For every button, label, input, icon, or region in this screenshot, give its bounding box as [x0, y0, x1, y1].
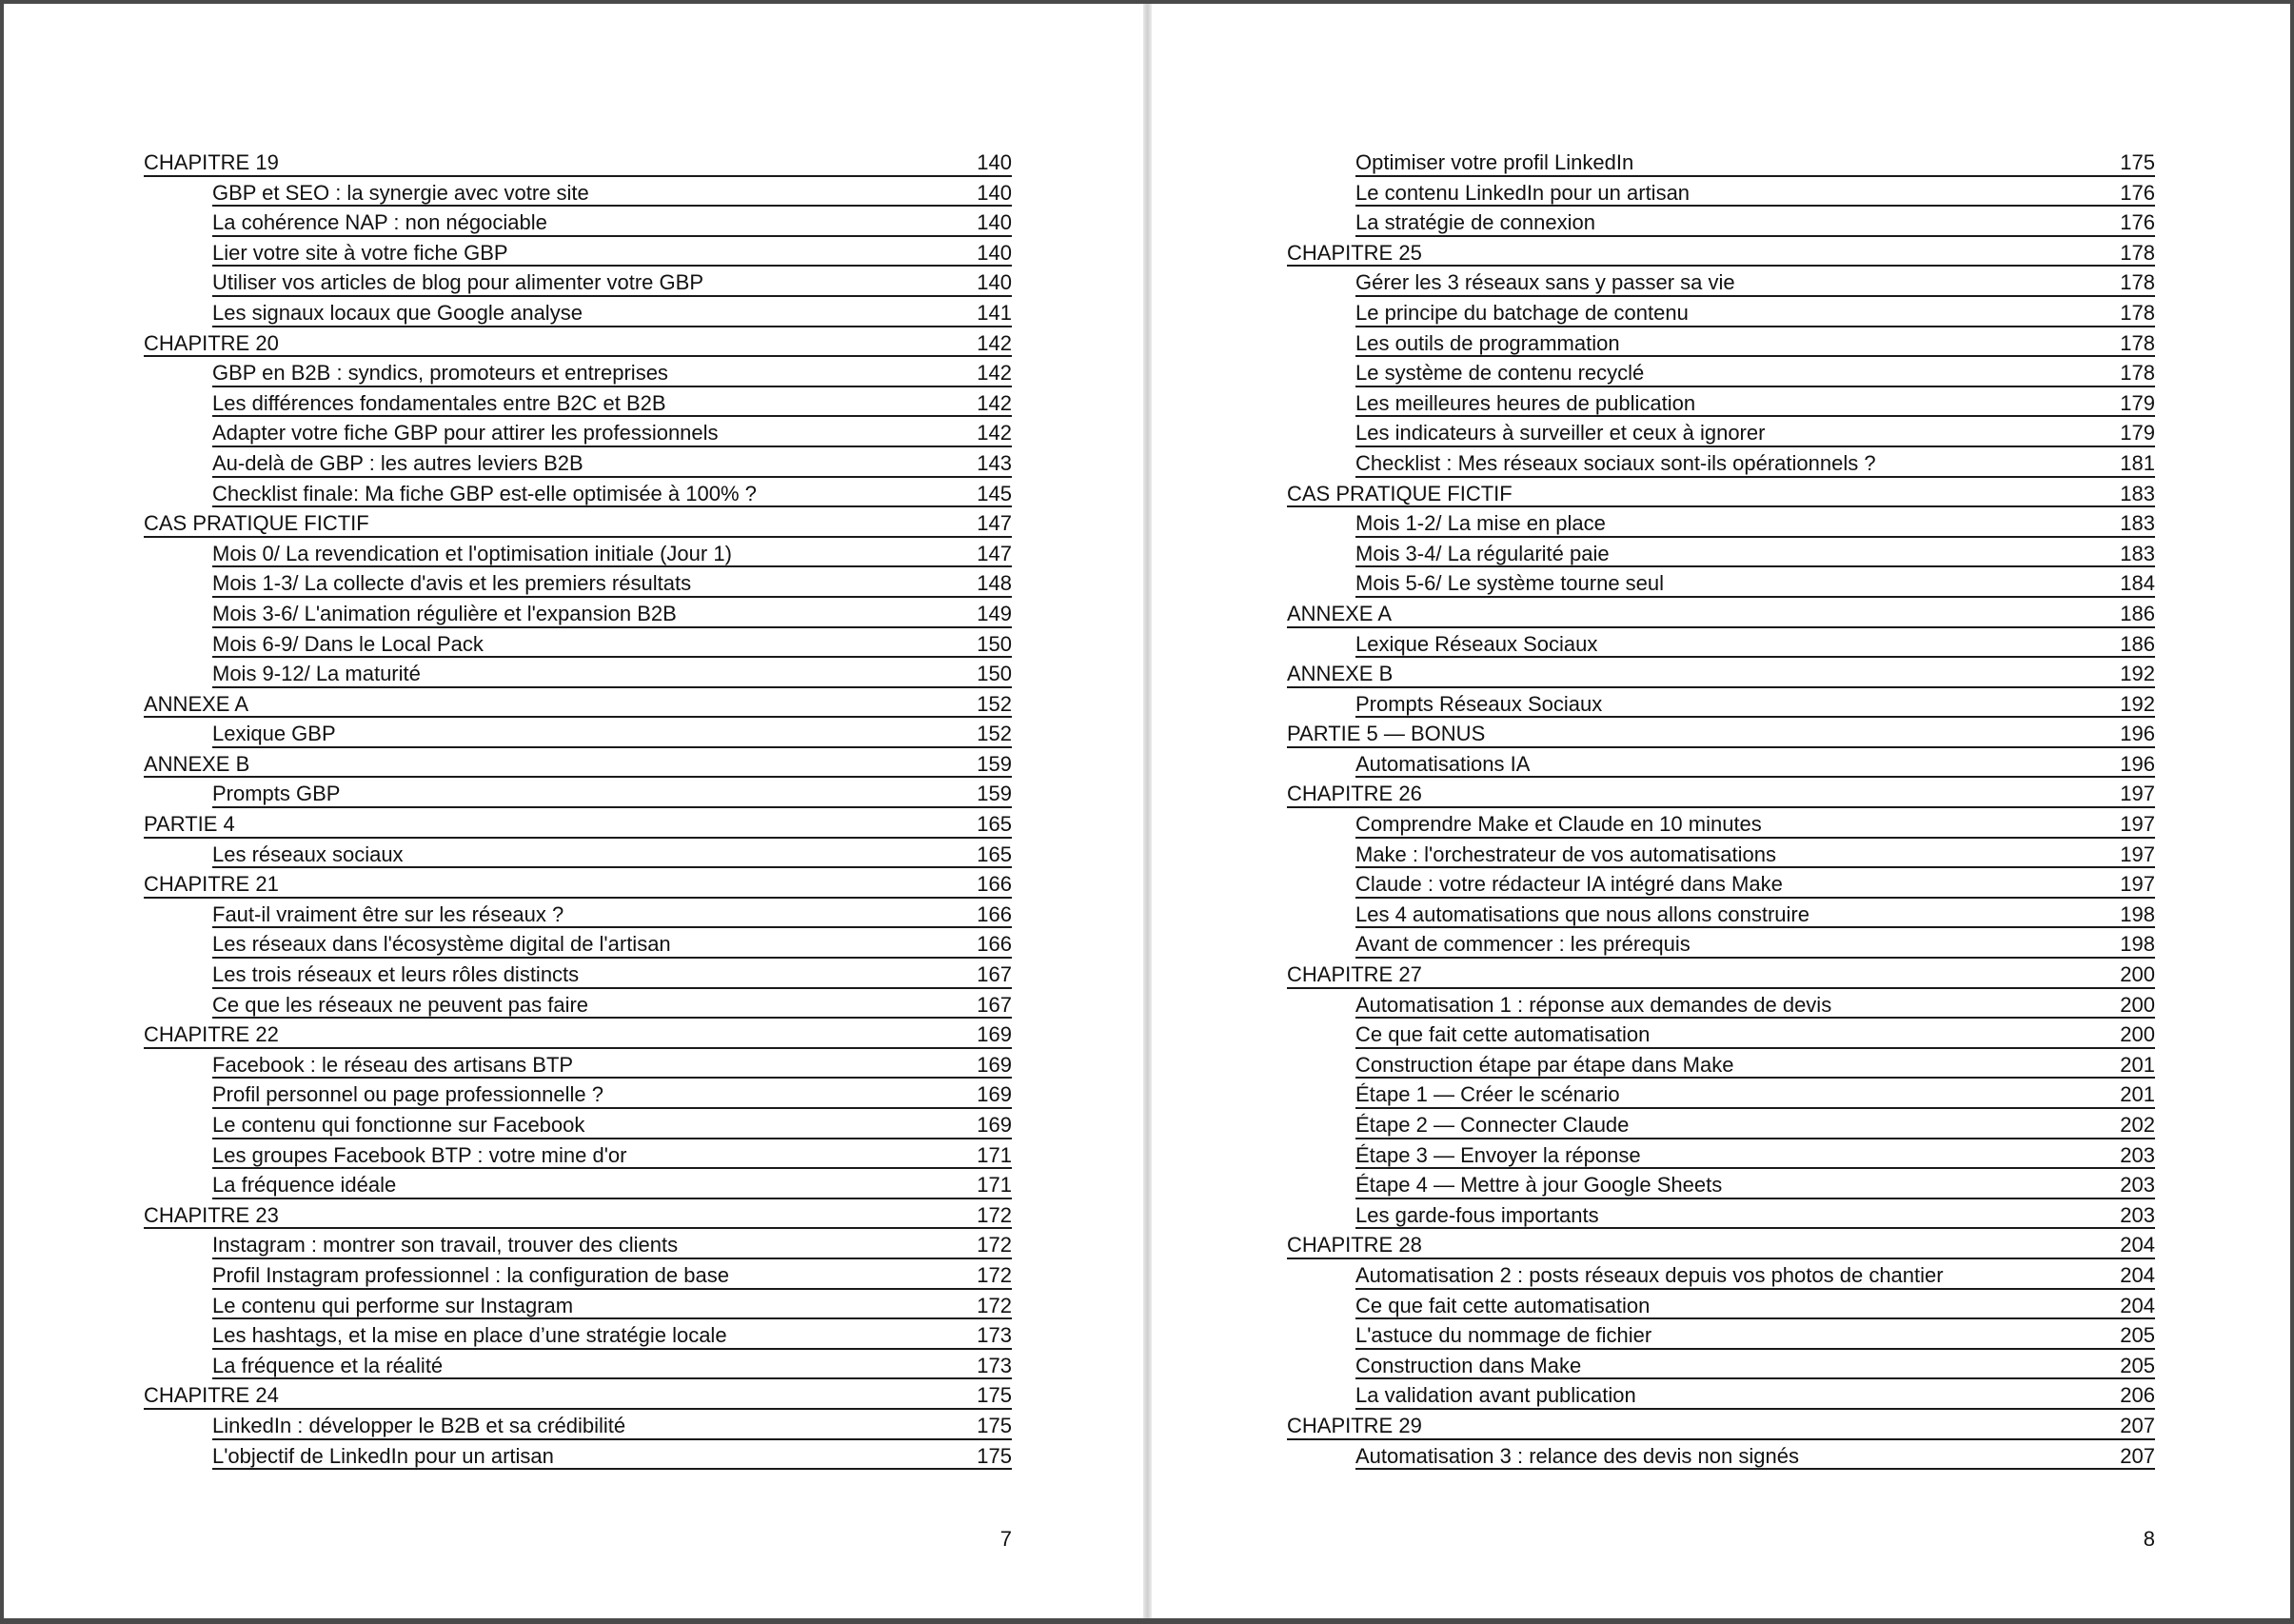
- toc-entry-page-number: 141: [977, 300, 1012, 325]
- toc-entry-title: Automatisation 1 : réponse aux demandes de devis: [1355, 992, 1832, 1017]
- toc-entry-page-number: 147: [977, 511, 1012, 536]
- toc-section-entry[interactable]: [212, 177, 1012, 208]
- toc-section-entry[interactable]: [1355, 507, 2155, 538]
- toc-entry-title: Au-delà de GBP : les autres leviers B2B: [212, 450, 583, 475]
- toc-entry-page-number: 178: [2120, 330, 2155, 355]
- toc-entry-title: La stratégie de connexion: [1355, 210, 1595, 235]
- toc-section-entry[interactable]: [212, 1139, 1012, 1170]
- toc-entry-title: Prompts GBP: [212, 782, 341, 806]
- toc-chapter-entry[interactable]: [1287, 718, 2155, 748]
- toc-entry-page-number: 186: [2120, 631, 2155, 656]
- toc-entry-title: GBP en B2B : syndics, promoteurs et entreprises: [212, 361, 668, 386]
- toc-chapter-entry[interactable]: [1287, 478, 2155, 508]
- toc-entry-title: Mois 9-12/ La maturité: [212, 662, 421, 686]
- toc-section-entry[interactable]: [212, 267, 1012, 297]
- toc-entry-title: Les garde-fous importants: [1355, 1202, 1599, 1227]
- toc-entry-page-number: 203: [2120, 1202, 2155, 1227]
- toc-entry-page-number: 150: [977, 631, 1012, 656]
- toc-section-entry[interactable]: [212, 839, 1012, 869]
- toc-entry-page-number: 147: [977, 541, 1012, 565]
- toc-entry-title: Le contenu LinkedIn pour un artisan: [1355, 180, 1691, 205]
- toc-section-entry[interactable]: [1355, 808, 2155, 839]
- toc-entry-page-number: 171: [977, 1173, 1012, 1198]
- toc-entry-title: CHAPITRE 27: [1287, 962, 1422, 987]
- toc-entry-title: Claude : votre rédacteur IA intégré dans Make: [1355, 872, 1783, 897]
- toc-chapter-entry[interactable]: [1287, 778, 2155, 808]
- toc-entry-page-number: 169: [977, 1022, 1012, 1047]
- toc-section-entry[interactable]: [212, 989, 1012, 1020]
- toc-section-entry[interactable]: [1355, 1319, 2155, 1350]
- toc-section-entry[interactable]: [212, 1410, 1012, 1440]
- toc-entry-page-number: 196: [2120, 722, 2155, 746]
- toc-section-entry[interactable]: [212, 567, 1012, 598]
- toc-chapter-entry[interactable]: [1287, 598, 2155, 628]
- toc-section-entry[interactable]: [212, 778, 1012, 808]
- toc-entry-page-number: 166: [977, 872, 1012, 897]
- toc-entry-title: Le principe du batchage de contenu: [1355, 300, 1689, 325]
- toc-entry-title: La cohérence NAP : non négociable: [212, 210, 547, 235]
- toc-section-entry[interactable]: [1355, 899, 2155, 929]
- toc-entry-title: Optimiser votre profil LinkedIn: [1355, 150, 1634, 174]
- toc-entry-page-number: 140: [977, 180, 1012, 205]
- toc-entry-page-number: 203: [2120, 1173, 2155, 1198]
- toc-entry-title: CHAPITRE 22: [144, 1022, 279, 1047]
- toc-section-entry[interactable]: [1355, 1379, 2155, 1410]
- toc-entry-title: CHAPITRE 21: [144, 872, 279, 897]
- toc-entry-page-number: 186: [2120, 601, 2155, 625]
- toc-entry-page-number: 148: [977, 571, 1012, 596]
- toc-section-entry[interactable]: [212, 718, 1012, 748]
- toc-entry-title: Les groupes Facebook BTP : votre mine d'or: [212, 1142, 627, 1167]
- toc-entry-page-number: 172: [977, 1293, 1012, 1317]
- toc-entry-page-number: 166: [977, 901, 1012, 926]
- toc-entry-title: Mois 3-6/ L'animation régulière et l'expansion B2B: [212, 601, 677, 625]
- toc-entry-page-number: 197: [2120, 782, 2155, 806]
- toc-section-entry[interactable]: [212, 1350, 1012, 1380]
- toc-entry-title: Étape 3 — Envoyer la réponse: [1355, 1142, 1641, 1167]
- toc-section-entry[interactable]: [212, 1259, 1012, 1290]
- toc-chapter-entry[interactable]: [144, 147, 1012, 177]
- toc-list-right: [1287, 147, 2155, 1470]
- toc-section-entry[interactable]: [212, 478, 1012, 508]
- toc-chapter-entry[interactable]: [144, 1019, 1012, 1049]
- toc-entry-title: Mois 6-9/ Dans le Local Pack: [212, 631, 484, 656]
- toc-entry-title: PARTIE 4: [144, 812, 235, 837]
- toc-entry-title: Étape 2 — Connecter Claude: [1355, 1113, 1630, 1137]
- toc-section-entry[interactable]: [1355, 538, 2155, 568]
- toc-entry-title: Gérer les 3 réseaux sans y passer sa vie: [1355, 270, 1735, 295]
- toc-entry-title: Construction dans Make: [1355, 1353, 1582, 1377]
- toc-entry-title: Prompts Réseaux Sociaux: [1355, 691, 1603, 716]
- toc-entry-title: Étape 4 — Mettre à jour Google Sheets: [1355, 1173, 1723, 1198]
- toc-section-entry[interactable]: [212, 1049, 1012, 1079]
- toc-entry-page-number: 142: [977, 390, 1012, 415]
- toc-entry-title: Instagram : montrer son travail, trouver des clients: [212, 1233, 679, 1258]
- toc-entry-page-number: 171: [977, 1142, 1012, 1167]
- toc-entry-page-number: 197: [2120, 812, 2155, 837]
- toc-section-entry[interactable]: [1355, 327, 2155, 358]
- toc-entry-title: Lexique Réseaux Sociaux: [1355, 631, 1598, 656]
- toc-entry-page-number: 201: [2120, 1052, 2155, 1077]
- toc-entry-page-number: 169: [977, 1113, 1012, 1137]
- toc-entry-title: Le contenu qui fonctionne sur Facebook: [212, 1113, 585, 1137]
- toc-entry-title: CAS PRATIQUE FICTIF: [144, 511, 369, 536]
- toc-entry-page-number: 200: [2120, 962, 2155, 987]
- toc-entry-title: GBP et SEO : la synergie avec votre site: [212, 180, 589, 205]
- toc-section-entry[interactable]: [1355, 688, 2155, 719]
- toc-section-entry[interactable]: [1355, 267, 2155, 297]
- page-number: 7: [999, 1527, 1012, 1551]
- toc-entry-page-number: 178: [2120, 300, 2155, 325]
- toc-entry-page-number: 169: [977, 1082, 1012, 1107]
- toc-section-entry[interactable]: [212, 628, 1012, 659]
- toc-entry-title: Profil Instagram professionnel : la configuration de base: [212, 1262, 729, 1287]
- toc-entry-page-number: 176: [2120, 180, 2155, 205]
- toc-entry-page-number: 200: [2120, 1022, 2155, 1047]
- toc-entry-title: Mois 1-3/ La collecte d'avis et les premiers résultats: [212, 571, 692, 596]
- toc-entry-title: Mois 1-2/ La mise en place: [1355, 511, 1606, 536]
- toc-entry-title: Les indicateurs à surveiller et ceux à ignorer: [1355, 421, 1766, 446]
- toc-entry-title: Comprendre Make et Claude en 10 minutes: [1355, 812, 1762, 837]
- toc-section-entry[interactable]: [212, 598, 1012, 628]
- toc-section-entry[interactable]: [1355, 1199, 2155, 1230]
- toc-entry-page-number: 140: [977, 240, 1012, 265]
- toc-entry-page-number: 150: [977, 662, 1012, 686]
- toc-entry-title: CHAPITRE 29: [1287, 1413, 1422, 1437]
- toc-entry-title: Automatisation 2 : posts réseaux depuis vos photos de chantier: [1355, 1262, 1944, 1287]
- toc-entry-title: La fréquence et la réalité: [212, 1353, 444, 1377]
- toc-section-entry[interactable]: [1355, 628, 2155, 659]
- page-gutter: [1143, 4, 1152, 1618]
- toc-entry-title: Le contenu qui performe sur Instagram: [212, 1293, 574, 1317]
- toc-entry-title: La fréquence idéale: [212, 1173, 397, 1198]
- toc-entry-title: Make : l'orchestrateur de vos automatisations: [1355, 842, 1776, 866]
- toc-section-entry[interactable]: [1355, 1079, 2155, 1109]
- toc-entry-title: Faut-il vraiment être sur les réseaux ?: [212, 901, 564, 926]
- toc-section-entry[interactable]: [212, 207, 1012, 237]
- toc-section-entry[interactable]: [212, 1109, 1012, 1139]
- toc-section-entry[interactable]: [1355, 928, 2155, 959]
- toc-section-entry[interactable]: [1355, 1259, 2155, 1290]
- toc-entry-page-number: 204: [2120, 1233, 2155, 1258]
- toc-entry-page-number: 183: [2120, 511, 2155, 536]
- toc-chapter-entry[interactable]: [144, 1199, 1012, 1230]
- toc-entry-page-number: 203: [2120, 1142, 2155, 1167]
- toc-section-entry[interactable]: [1355, 207, 2155, 237]
- toc-entry-title: Ce que fait cette automatisation: [1355, 1022, 1651, 1047]
- toc-entry-title: Automatisation 3 : relance des devis non signés: [1355, 1443, 1799, 1468]
- toc-section-entry[interactable]: [212, 1319, 1012, 1350]
- toc-entry-page-number: 165: [977, 812, 1012, 837]
- toc-entry-page-number: 198: [2120, 932, 2155, 957]
- toc-entry-page-number: 149: [977, 601, 1012, 625]
- toc-section-entry[interactable]: [1355, 1169, 2155, 1199]
- toc-entry-page-number: 140: [977, 150, 1012, 174]
- toc-chapter-entry[interactable]: [1287, 658, 2155, 688]
- toc-section-entry[interactable]: [212, 1440, 1012, 1471]
- toc-entry-page-number: 184: [2120, 571, 2155, 596]
- toc-section-entry[interactable]: [1355, 357, 2155, 387]
- toc-entry-title: Les signaux locaux que Google analyse: [212, 300, 583, 325]
- toc-entry-page-number: 198: [2120, 901, 2155, 926]
- toc-entry-page-number: 204: [2120, 1262, 2155, 1287]
- toc-section-entry[interactable]: [212, 387, 1012, 418]
- toc-section-entry[interactable]: [212, 1229, 1012, 1259]
- toc-chapter-entry[interactable]: [144, 868, 1012, 899]
- toc-entry-page-number: 206: [2120, 1383, 2155, 1408]
- toc-section-entry[interactable]: [212, 658, 1012, 688]
- toc-entry-title: Profil personnel ou page professionnelle ?: [212, 1082, 603, 1107]
- toc-section-entry[interactable]: [1355, 839, 2155, 869]
- page-right: [1152, 4, 2290, 1618]
- toc-entry-title: Utiliser vos articles de blog pour alimenter votre GBP: [212, 270, 703, 295]
- toc-entry-title: Le système de contenu recyclé: [1355, 361, 1645, 386]
- toc-entry-title: ANNEXE B: [1287, 662, 1394, 686]
- toc-entry-title: ANNEXE A: [144, 691, 249, 716]
- toc-entry-title: Étape 1 — Créer le scénario: [1355, 1082, 1620, 1107]
- toc-entry-page-number: 175: [977, 1413, 1012, 1437]
- toc-entry-page-number: 152: [977, 691, 1012, 716]
- toc-entry-title: Checklist finale: Ma fiche GBP est-elle optimisée à 100% ?: [212, 481, 757, 505]
- toc-entry-title: Lier votre site à votre fiche GBP: [212, 240, 508, 265]
- toc-entry-page-number: 175: [977, 1443, 1012, 1468]
- toc-section-entry[interactable]: [1355, 1049, 2155, 1079]
- toc-chapter-entry[interactable]: [144, 748, 1012, 779]
- toc-entry-title: CHAPITRE 25: [1287, 240, 1422, 265]
- toc-entry-page-number: 140: [977, 270, 1012, 295]
- toc-chapter-entry[interactable]: [144, 688, 1012, 719]
- toc-entry-title: CHAPITRE 26: [1287, 782, 1422, 806]
- toc-entry-page-number: 142: [977, 421, 1012, 446]
- toc-entry-page-number: 179: [2120, 421, 2155, 446]
- toc-chapter-entry[interactable]: [144, 808, 1012, 839]
- toc-section-entry[interactable]: [1355, 1350, 2155, 1380]
- toc-entry-page-number: 167: [977, 962, 1012, 987]
- toc-entry-page-number: 207: [2120, 1413, 2155, 1437]
- toc-section-entry[interactable]: [212, 1290, 1012, 1320]
- toc-section-entry[interactable]: [212, 959, 1012, 989]
- toc-section-entry[interactable]: [1355, 1019, 2155, 1049]
- toc-entry-title: Adapter votre fiche GBP pour attirer les professionnels: [212, 421, 719, 446]
- toc-entry-title: Les trois réseaux et leurs rôles distincts: [212, 962, 580, 987]
- toc-entry-page-number: 197: [2120, 872, 2155, 897]
- toc-entry-title: CHAPITRE 20: [144, 330, 279, 355]
- toc-entry-page-number: 167: [977, 992, 1012, 1017]
- toc-section-entry[interactable]: [1355, 1440, 2155, 1471]
- toc-entry-title: Facebook : le réseau des artisans BTP: [212, 1052, 574, 1077]
- toc-entry-title: Les hashtags, et la mise en place d’une stratégie locale: [212, 1323, 727, 1348]
- toc-entry-page-number: 165: [977, 842, 1012, 866]
- toc-entry-page-number: 173: [977, 1323, 1012, 1348]
- toc-entry-title: CHAPITRE 28: [1287, 1233, 1422, 1258]
- toc-chapter-entry[interactable]: [1287, 1229, 2155, 1259]
- toc-entry-page-number: 169: [977, 1052, 1012, 1077]
- toc-section-entry[interactable]: [212, 447, 1012, 478]
- page-left: [4, 4, 1143, 1618]
- toc-section-entry[interactable]: [1355, 147, 2155, 177]
- toc-entry-page-number: 179: [2120, 390, 2155, 415]
- toc-entry-title: Les réseaux dans l'écosystème digital de l'artisan: [212, 932, 671, 957]
- toc-section-entry[interactable]: [1355, 1139, 2155, 1170]
- toc-section-entry[interactable]: [212, 417, 1012, 447]
- toc-chapter-entry[interactable]: [1287, 959, 2155, 989]
- toc-section-entry[interactable]: [1355, 1109, 2155, 1139]
- toc-entry-page-number: 196: [2120, 751, 2155, 776]
- toc-entry-page-number: 202: [2120, 1113, 2155, 1137]
- toc-entry-page-number: 178: [2120, 240, 2155, 265]
- toc-entry-page-number: 152: [977, 722, 1012, 746]
- toc-section-entry[interactable]: [212, 928, 1012, 959]
- toc-section-entry[interactable]: [1355, 417, 2155, 447]
- toc-entry-page-number: 204: [2120, 1293, 2155, 1317]
- toc-entry-page-number: 175: [977, 1383, 1012, 1408]
- toc-list-left: [144, 147, 1012, 1470]
- toc-entry-title: Les différences fondamentales entre B2C et B2B: [212, 390, 666, 415]
- toc-section-entry[interactable]: [1355, 177, 2155, 208]
- toc-entry-page-number: 172: [977, 1202, 1012, 1227]
- toc-entry-page-number: 183: [2120, 541, 2155, 565]
- toc-entry-title: ANNEXE B: [144, 751, 250, 776]
- toc-entry-page-number: 175: [2120, 150, 2155, 174]
- toc-entry-title: Avant de commencer : les prérequis: [1355, 932, 1691, 957]
- toc-section-entry[interactable]: [212, 1079, 1012, 1109]
- toc-section-entry[interactable]: [1355, 748, 2155, 779]
- toc-entry-page-number: 172: [977, 1233, 1012, 1258]
- toc-entry-page-number: 201: [2120, 1082, 2155, 1107]
- toc-entry-page-number: 142: [977, 361, 1012, 386]
- toc-entry-title: Mois 0/ La revendication et l'optimisation initiale (Jour 1): [212, 541, 732, 565]
- toc-entry-page-number: 143: [977, 450, 1012, 475]
- toc-entry-page-number: 192: [2120, 691, 2155, 716]
- toc-entry-title: CHAPITRE 23: [144, 1202, 279, 1227]
- toc-entry-page-number: 173: [977, 1353, 1012, 1377]
- toc-chapter-entry[interactable]: [1287, 1410, 2155, 1440]
- toc-entry-page-number: 207: [2120, 1443, 2155, 1468]
- toc-entry-title: Automatisations IA: [1355, 751, 1531, 776]
- toc-section-entry[interactable]: [1355, 989, 2155, 1020]
- toc-entry-page-number: 142: [977, 330, 1012, 355]
- toc-entry-page-number: 178: [2120, 361, 2155, 386]
- toc-section-entry[interactable]: [212, 357, 1012, 387]
- toc-entry-title: Ce que fait cette automatisation: [1355, 1293, 1651, 1317]
- toc-entry-title: La validation avant publication: [1355, 1383, 1636, 1408]
- toc-section-entry[interactable]: [212, 899, 1012, 929]
- toc-section-entry[interactable]: [1355, 297, 2155, 327]
- toc-entry-page-number: 205: [2120, 1323, 2155, 1348]
- toc-entry-title: Mois 5-6/ Le système tourne seul: [1355, 571, 1665, 596]
- toc-section-entry[interactable]: [212, 237, 1012, 267]
- toc-entry-page-number: 200: [2120, 992, 2155, 1017]
- toc-section-entry[interactable]: [1355, 567, 2155, 598]
- toc-section-entry[interactable]: [1355, 387, 2155, 418]
- toc-entry-title: PARTIE 5 — BONUS: [1287, 722, 1486, 746]
- toc-entry-page-number: 205: [2120, 1353, 2155, 1377]
- toc-entry-page-number: 192: [2120, 662, 2155, 686]
- toc-entry-page-number: 145: [977, 481, 1012, 505]
- toc-entry-title: Les réseaux sociaux: [212, 842, 404, 866]
- toc-section-entry[interactable]: [1355, 447, 2155, 478]
- toc-entry-title: L'astuce du nommage de fichier: [1355, 1323, 1652, 1348]
- toc-entry-title: Lexique GBP: [212, 722, 336, 746]
- toc-entry-page-number: 159: [977, 782, 1012, 806]
- page-number: 8: [2143, 1527, 2155, 1551]
- toc-entry-page-number: 172: [977, 1262, 1012, 1287]
- toc-entry-title: Checklist : Mes réseaux sociaux sont-ils opérationnels ?: [1355, 450, 1876, 475]
- toc-section-entry[interactable]: [212, 538, 1012, 568]
- toc-entry-page-number: 197: [2120, 842, 2155, 866]
- toc-section-entry[interactable]: [1355, 1290, 2155, 1320]
- toc-entry-title: CHAPITRE 24: [144, 1383, 279, 1408]
- toc-entry-title: Les 4 automatisations que nous allons construire: [1355, 901, 1809, 926]
- toc-entry-page-number: 181: [2120, 450, 2155, 475]
- toc-entry-title: Ce que les réseaux ne peuvent pas faire: [212, 992, 589, 1017]
- toc-entry-title: Construction étape par étape dans Make: [1355, 1052, 1734, 1077]
- toc-entry-title: LinkedIn : développer le B2B et sa crédibilité: [212, 1413, 626, 1437]
- toc-entry-page-number: 183: [2120, 481, 2155, 505]
- toc-entry-page-number: 166: [977, 932, 1012, 957]
- toc-chapter-entry[interactable]: [1287, 237, 2155, 267]
- toc-entry-page-number: 178: [2120, 270, 2155, 295]
- toc-entry-title: L'objectif de LinkedIn pour un artisan: [212, 1443, 554, 1468]
- toc-entry-title: Les outils de programmation: [1355, 330, 1620, 355]
- toc-entry-title: Mois 3-4/ La régularité paie: [1355, 541, 1610, 565]
- toc-entry-page-number: 140: [977, 210, 1012, 235]
- toc-chapter-entry[interactable]: [144, 507, 1012, 538]
- toc-entry-title: CHAPITRE 19: [144, 150, 279, 174]
- toc-entry-title: CAS PRATIQUE FICTIF: [1287, 481, 1513, 505]
- toc-entry-page-number: 159: [977, 751, 1012, 776]
- toc-section-entry[interactable]: [212, 1169, 1012, 1199]
- toc-chapter-entry[interactable]: [144, 327, 1012, 358]
- toc-section-entry[interactable]: [212, 297, 1012, 327]
- toc-section-entry[interactable]: [1355, 868, 2155, 899]
- toc-entry-page-number: 176: [2120, 210, 2155, 235]
- toc-entry-title: Les meilleures heures de publication: [1355, 390, 1696, 415]
- toc-entry-title: ANNEXE A: [1287, 601, 1393, 625]
- toc-chapter-entry[interactable]: [144, 1379, 1012, 1410]
